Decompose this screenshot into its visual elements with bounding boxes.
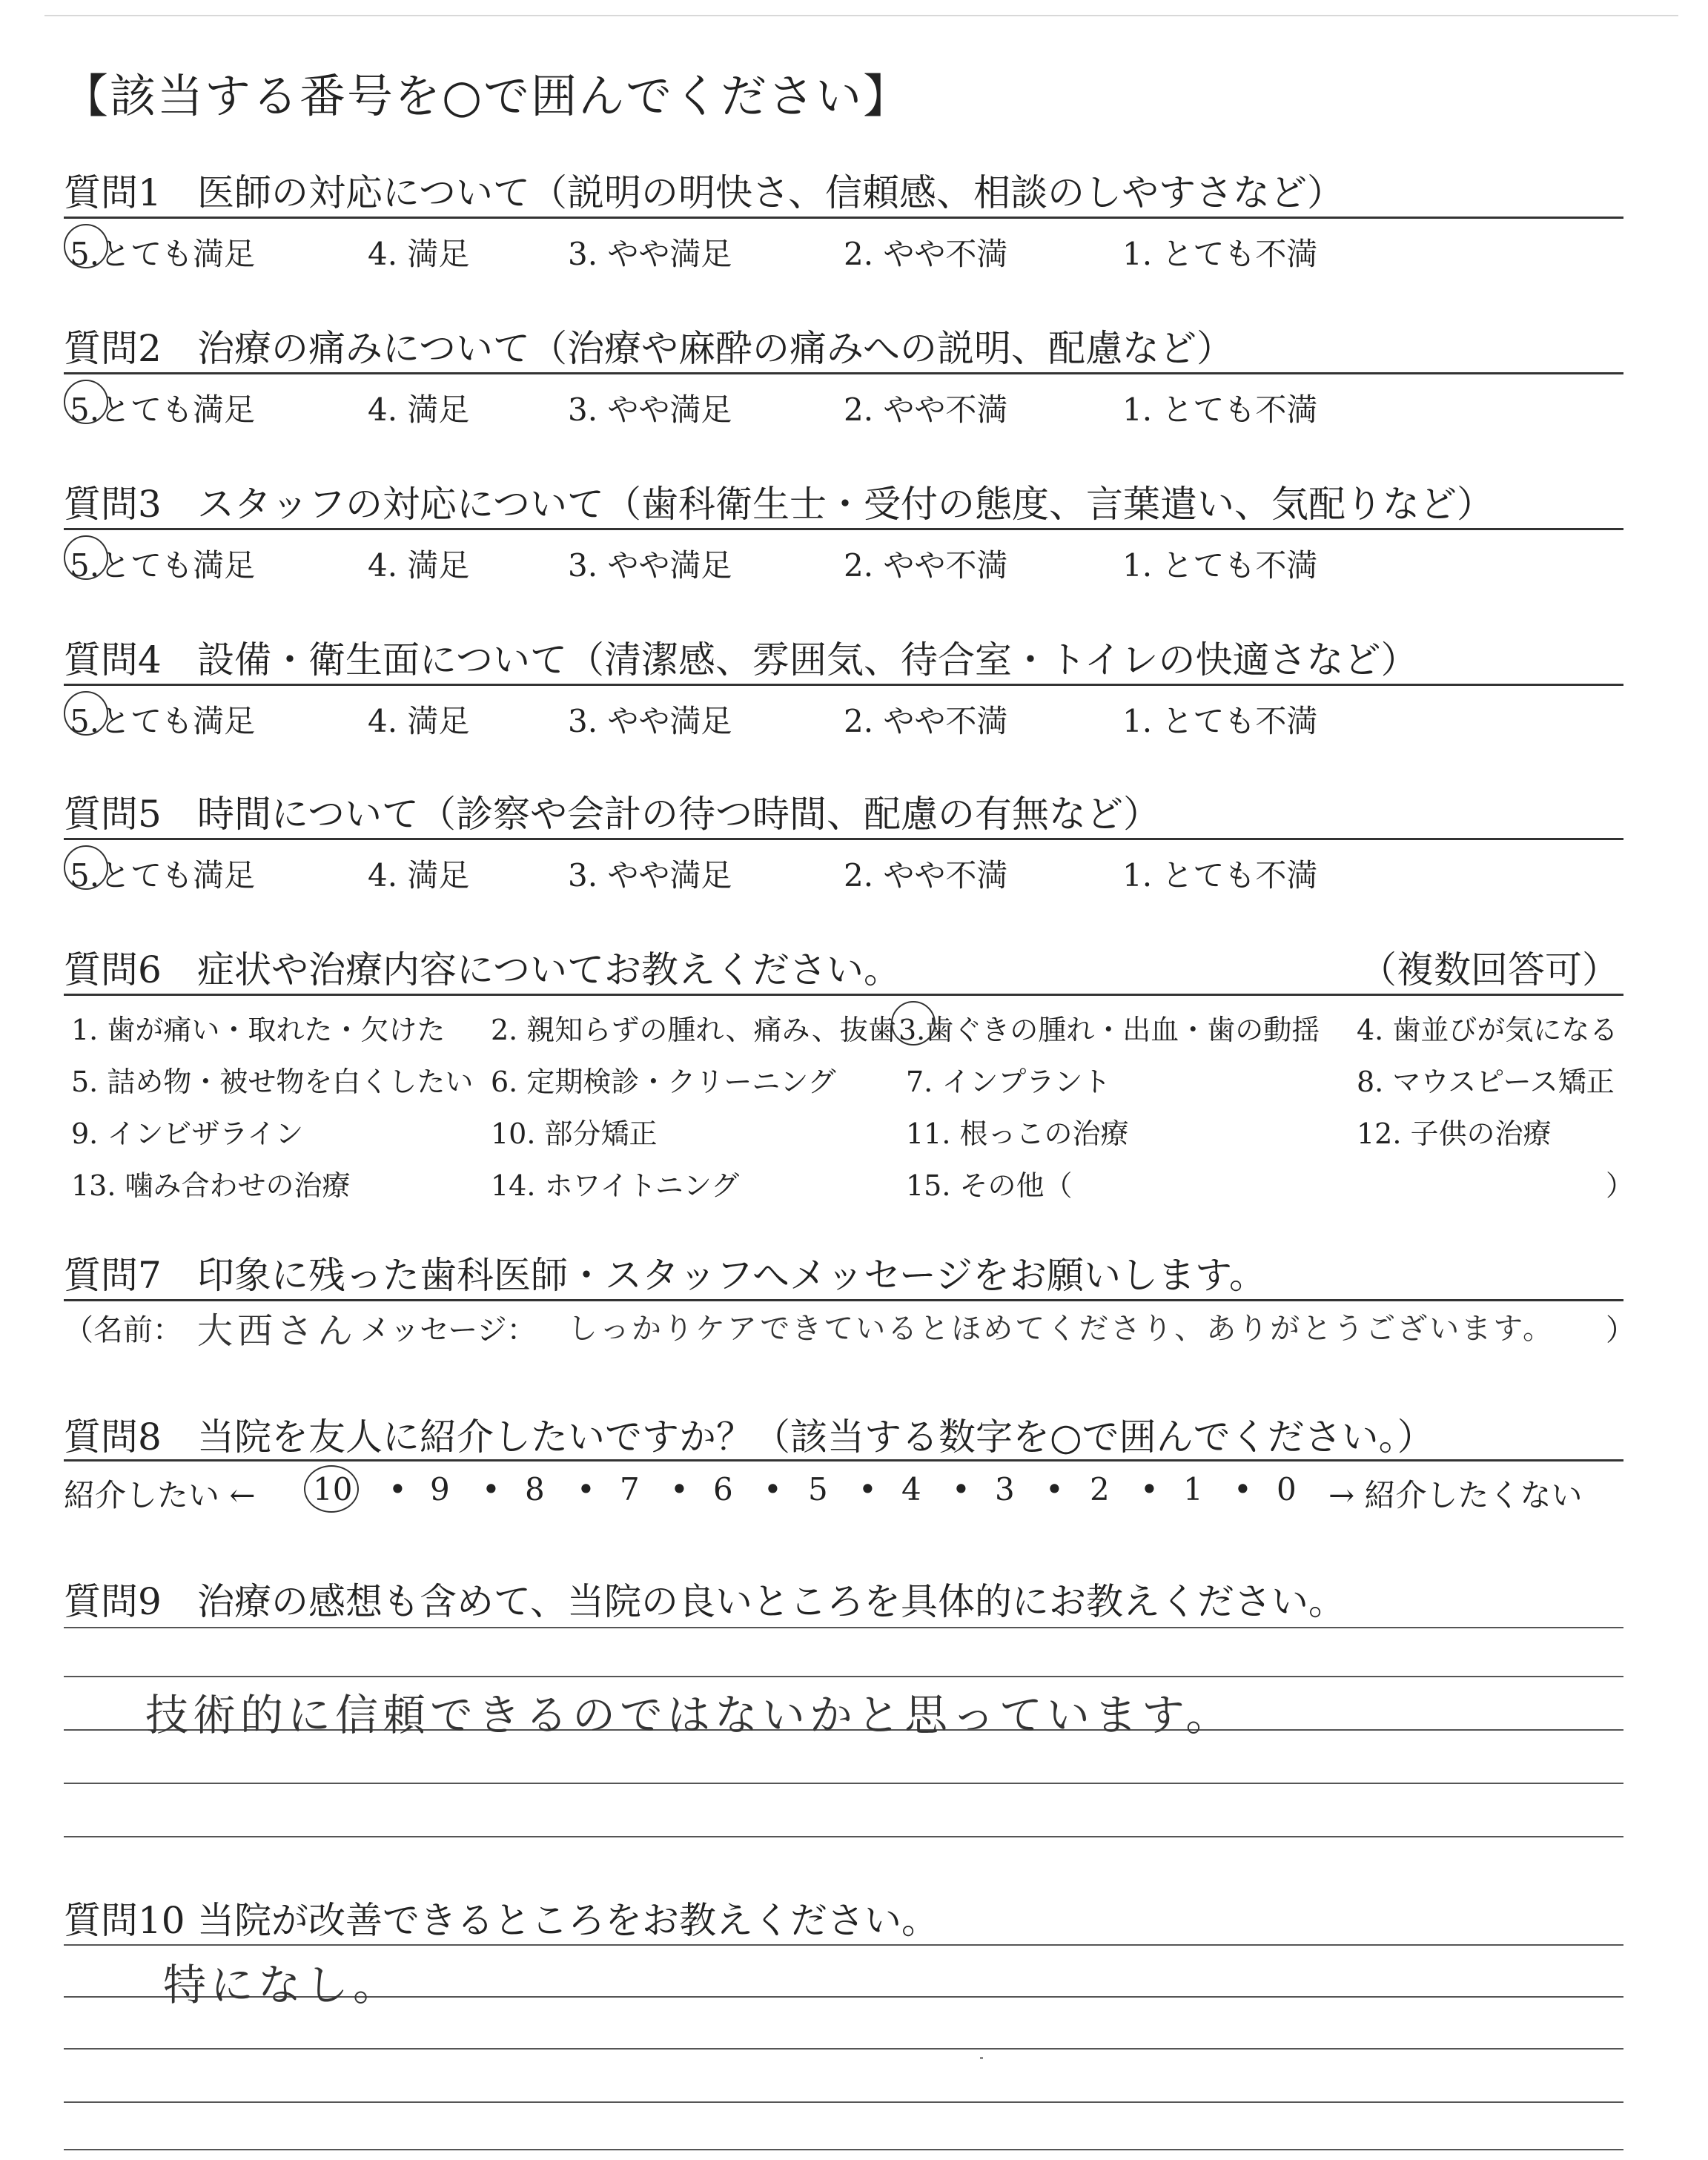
question-9-heading <box>64 1572 1345 1625</box>
rating-option-2[interactable]: 2. やや不満 <box>844 392 1008 428</box>
scale-dot: • <box>952 1471 970 1507</box>
scale-option-2[interactable]: 2 <box>1090 1471 1110 1507</box>
rating-option-2[interactable]: 2. やや不満 <box>844 703 1008 739</box>
multiple-answers-note: （複数回答可） <box>1360 948 1619 991</box>
rating-option-4[interactable]: 4. 満足 <box>368 703 470 739</box>
question-text: スタッフの対応について（歯科衛生士・受付の態度、言葉遣い、気配りなど） <box>197 483 1494 526</box>
rating-option-5-selected[interactable]: 5.とても満足 <box>70 386 255 430</box>
answer-line <box>64 1783 1623 1784</box>
question-text: 設備・衛生面について（清潔感、雰囲気、待合室・トイレの快適さなど） <box>197 638 1418 681</box>
symptom-option-7[interactable]: 7. インプラント <box>906 1066 1111 1098</box>
question-3-heading <box>64 475 1494 528</box>
rating-option-4[interactable]: 4. 満足 <box>368 857 470 894</box>
rating-option-2[interactable]: 2. やや不満 <box>844 236 1008 272</box>
symptom-option-1[interactable]: 1. 歯が痛い・取れた・欠けた <box>71 1014 446 1046</box>
answer-line <box>64 1836 1623 1837</box>
page-top-border <box>44 15 1678 16</box>
symptom-option-9[interactable]: 9. インビザライン <box>71 1117 304 1150</box>
scale-option-10-selected[interactable]: 10 <box>313 1471 353 1507</box>
symptom-option-4[interactable]: 4. 歯並びが気になる <box>1357 1014 1618 1046</box>
question-text: 時間について（診察や会計の待つ時間、配慮の有無など） <box>197 793 1160 836</box>
question-4-options <box>64 697 1623 742</box>
question-4-heading <box>64 630 1418 684</box>
question-5-heading <box>64 785 1160 838</box>
question-text: 当院を友人に紹介したいですか？（該当する数字を○で囲んでください。） <box>197 1416 1434 1459</box>
rating-option-3[interactable]: 3. やや満足 <box>568 547 732 584</box>
question-rule <box>64 994 1623 996</box>
rating-option-4[interactable]: 4. 満足 <box>368 392 470 428</box>
rating-option-2[interactable]: 2. やや不満 <box>844 547 1008 584</box>
question-number: 質問3 <box>64 483 162 526</box>
symptom-option-14[interactable]: 14. ホワイトニング <box>491 1169 740 1202</box>
symptom-option-8[interactable]: 8. マウスピース矯正 <box>1357 1066 1615 1098</box>
scale-dot: • <box>482 1471 500 1507</box>
question-8-heading <box>64 1407 1434 1461</box>
message-label: メッセージ： <box>360 1313 537 1347</box>
scale-right-label: → 紹介したくない <box>1328 1477 1583 1513</box>
answer-line <box>64 2101 1623 2103</box>
question-text: 治療の痛みについて（治療や麻酔の痛みへの説明、配慮など） <box>197 327 1234 370</box>
scale-dot: • <box>1045 1471 1064 1507</box>
rating-option-1[interactable]: 1. とても不満 <box>1122 547 1318 584</box>
question-text: 症状や治療内容についてお教えください。 <box>197 948 901 991</box>
question-rule <box>64 217 1623 219</box>
question-rule <box>64 528 1623 530</box>
scale-dot: • <box>388 1471 407 1507</box>
scale-option-8[interactable]: 8 <box>525 1471 545 1507</box>
scale-dot: • <box>670 1471 689 1507</box>
question-7-heading <box>64 1246 1266 1299</box>
question-number: 質問6 <box>64 948 162 991</box>
question-10-heading <box>64 1891 939 1944</box>
question-number: 質問7 <box>64 1254 162 1297</box>
symptom-option-15[interactable]: 15. その他（ <box>906 1169 1073 1202</box>
question-number: 質問9 <box>64 1580 162 1623</box>
other-close-paren: ） <box>1606 1169 1635 1202</box>
scale-left-label: 紹介したい ← <box>64 1477 256 1513</box>
scale-option-5[interactable]: 5 <box>808 1471 828 1507</box>
question-number: 質問8 <box>64 1416 162 1459</box>
answer-line <box>64 2048 1623 2050</box>
question-2-heading <box>64 319 1234 372</box>
question-number: 質問4 <box>64 638 162 681</box>
question-2-options <box>64 386 1623 430</box>
answer-line <box>64 1944 1623 1946</box>
improvement-answer[interactable]: 特になし。 <box>163 1960 401 2010</box>
question-text: 印象に残った歯科医師・スタッフへメッセージをお願いします。 <box>197 1254 1266 1297</box>
question-1-options <box>64 230 1623 274</box>
symptom-option-13[interactable]: 13. 噛み合わせの治療 <box>71 1169 351 1202</box>
rating-option-4[interactable]: 4. 満足 <box>368 547 470 584</box>
question-6-heading <box>64 940 1619 994</box>
symptom-option-5[interactable]: 5. 詰め物・被せ物を白くしたい <box>71 1066 474 1098</box>
scale-dot: • <box>858 1471 877 1507</box>
rating-option-3[interactable]: 3. やや満足 <box>568 857 732 894</box>
scale-option-7[interactable]: 7 <box>620 1471 640 1507</box>
symptom-option-2[interactable]: 2. 親知らずの腫れ、痛み、抜歯 <box>491 1014 896 1046</box>
message-field[interactable]: しっかりケアできているとほめてくださり、ありがとうございます。 <box>568 1312 1555 1346</box>
scale-option-3[interactable]: 3 <box>995 1471 1015 1507</box>
symptom-option-10[interactable]: 10. 部分矯正 <box>491 1117 658 1150</box>
scale-option-1[interactable]: 1 <box>1183 1471 1203 1507</box>
question-rule <box>64 838 1623 840</box>
rating-option-1[interactable]: 1. とても不満 <box>1122 392 1318 428</box>
question-rule <box>64 1299 1623 1301</box>
scale-dot: • <box>577 1471 595 1507</box>
rating-option-4[interactable]: 4. 満足 <box>368 236 470 272</box>
question-5-options <box>64 851 1623 896</box>
answer-line <box>64 1676 1623 1677</box>
question-number: 質問2 <box>64 327 162 370</box>
rating-option-1[interactable]: 1. とても不満 <box>1122 236 1318 272</box>
recommend-scale <box>64 1471 1623 1516</box>
name-field[interactable]: 大西さん <box>197 1310 358 1352</box>
question-rule <box>64 1459 1623 1462</box>
answer-line <box>64 2149 1623 2150</box>
rating-option-2[interactable]: 2. やや不満 <box>844 857 1008 894</box>
scale-option-6[interactable]: 6 <box>713 1471 733 1507</box>
scale-dot: • <box>1234 1471 1252 1507</box>
scale-option-9[interactable]: 9 <box>430 1471 450 1507</box>
question-number: 質問5 <box>64 793 162 836</box>
rating-option-5-selected[interactable]: 5.とても満足 <box>70 851 255 896</box>
rating-option-3[interactable]: 3. やや満足 <box>568 703 732 739</box>
symptom-option-3-selected[interactable]: 3.歯ぐきの腫れ・出血・歯の動揺 <box>898 1007 1320 1048</box>
page-title: 【該当する番号を○で囲んでください】 <box>62 69 911 123</box>
scan-speck <box>980 2057 983 2059</box>
rating-option-5-selected[interactable]: 5.とても満足 <box>70 230 255 274</box>
rating-option-1[interactable]: 1. とても不満 <box>1122 703 1318 739</box>
scale-option-0[interactable]: 0 <box>1277 1471 1297 1507</box>
symptom-option-12[interactable]: 12. 子供の治療 <box>1357 1117 1552 1150</box>
message-close-paren: ） <box>1606 1313 1635 1347</box>
name-label: （名前： <box>64 1313 182 1347</box>
question-rule <box>64 684 1623 686</box>
question-3-options <box>64 541 1623 586</box>
scale-dot: • <box>1140 1471 1159 1507</box>
question-1-heading <box>64 163 1344 217</box>
rating-option-5-selected[interactable]: 5.とても満足 <box>70 697 255 742</box>
question-text: 治療の感想も含めて、当院の良いところを具体的にお教えください。 <box>197 1580 1345 1623</box>
scale-option-4[interactable]: 4 <box>901 1471 921 1507</box>
rating-option-5-selected[interactable]: 5.とても満足 <box>70 541 255 586</box>
rating-option-1[interactable]: 1. とても不満 <box>1122 857 1318 894</box>
symptom-option-11[interactable]: 11. 根っこの治療 <box>906 1117 1129 1150</box>
symptom-option-6[interactable]: 6. 定期検診・クリーニング <box>491 1066 836 1098</box>
question-rule <box>64 372 1623 374</box>
scale-dot: • <box>764 1471 782 1507</box>
question-text: 当院が改善できるところをお教えください。 <box>197 1899 939 1942</box>
question-number: 質問1 <box>64 171 162 214</box>
answer-line <box>64 1627 1623 1628</box>
question-text: 医師の対応について（説明の明快さ、信頼感、相談のしやすさなど） <box>197 171 1344 214</box>
good-points-answer[interactable]: 技術的に信頼できるのではないかと思っています。 <box>145 1690 1234 1740</box>
question-number: 質問10 <box>64 1899 185 1942</box>
rating-option-3[interactable]: 3. やや満足 <box>568 392 732 428</box>
rating-option-3[interactable]: 3. やや満足 <box>568 236 732 272</box>
